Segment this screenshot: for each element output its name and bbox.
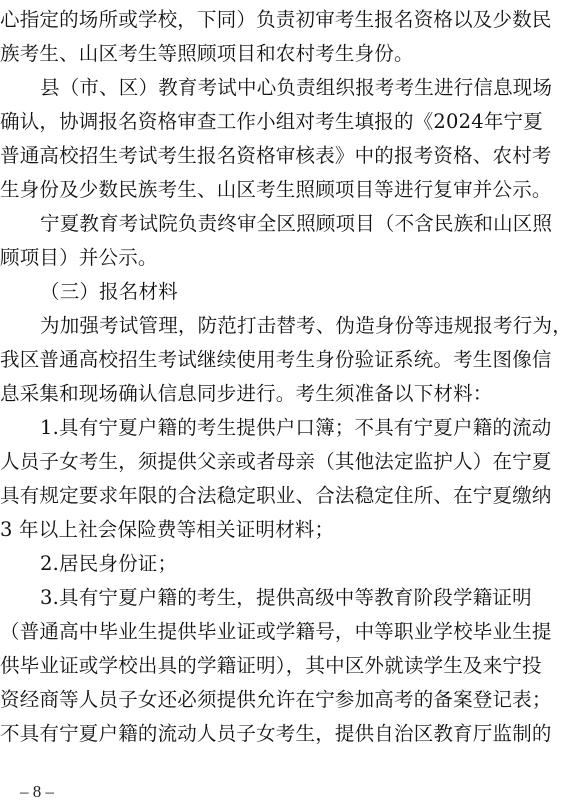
text-line-6: 生身份及少数民族考生、山区考生照顾项目等进行复审并公示。 — [0, 178, 552, 201]
page-number: – 8 – — [20, 782, 54, 801]
text-line-22: 不具有宁夏户籍的流动人员子女考生，提供自治区教育厅监制的 — [0, 722, 552, 745]
text-line-21: 资经商等人员子女还必须提供允许在宁参加高考的备案登记表； — [0, 688, 552, 711]
text-line-15: 具有规定要求年限的合法稳定职业、合法稳定住所、在宁夏缴纳 — [0, 484, 552, 507]
text-line-13: 1.具有宁夏户籍的考生提供户口簿；不具有宁夏户籍的流动 — [40, 416, 552, 439]
text-line-12: 息采集和现场确认信息同步进行。考生须准备以下材料： — [0, 382, 493, 405]
text-line-1: 心指定的场所或学校，下同）负责初审考生报名资格以及少数民 — [0, 8, 552, 31]
text-line-14: 人员子女考生，须提供父亲或者母亲（其他法定监护人）在宁夏 — [0, 450, 552, 473]
text-line-17: 2.居民身份证； — [40, 552, 178, 575]
text-line-19: （普通高中毕业生提供毕业证或学籍号，中等职业学校毕业生提 — [0, 620, 552, 643]
text-line-7: 宁夏教育考试院负责终审全区照顾项目（不含民族和山区照 — [40, 212, 553, 235]
text-line-3: 县（市、区）教育考试中心负责组织报考考生进行信息现场 — [40, 76, 553, 99]
text-line-18: 3.具有宁夏户籍的考生，提供高级中等教育阶段学籍证明 — [40, 586, 532, 609]
text-line-16: 3 年以上社会保险费等相关证明材料； — [0, 518, 335, 541]
text-line-11: 我区普通高校招生考试继续使用考生身份验证系统。考生图像信 — [0, 348, 552, 371]
section-heading: （三）报名材料 — [40, 280, 178, 303]
text-line-8: 顾项目）并公示。 — [0, 246, 158, 269]
text-line-10: 为加强考试管理，防范打击替考、伪造身份等违规报考行为， — [40, 314, 572, 337]
text-line-4: 确认，协调报名资格审查工作小组对考生填报的《2024年宁夏 — [0, 110, 543, 133]
text-line-20: 供毕业证或学校出具的学籍证明），其中区外就读学生及来宁投 — [0, 654, 542, 677]
text-line-5: 普通高校招生考试考生报名资格审核表》中的报考资格、农村考 — [0, 144, 552, 167]
text-line-2: 族考生、山区考生等照顾项目和农村考生身份。 — [0, 42, 414, 65]
